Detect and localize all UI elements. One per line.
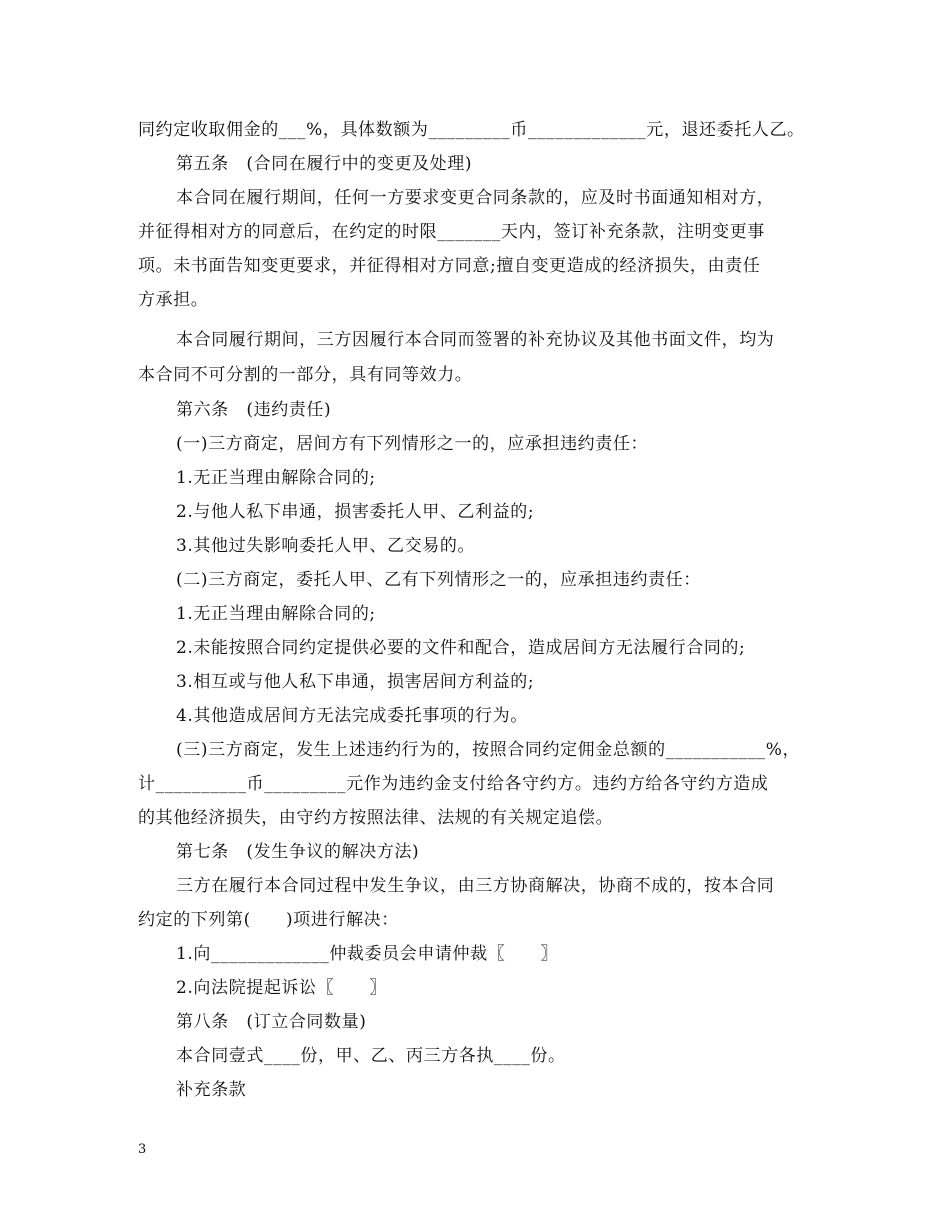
text-line-1: 同约定收取佣金的___%，具体数额为_________币_____________元，退还委托人乙。 (138, 120, 805, 140)
text-line-28: 本合同壹式____份，甲、乙、丙三方各执____份。 (176, 1046, 566, 1066)
article-7-heading: 第七条 (发生争议的解决方法) (176, 842, 420, 862)
text-line-16: 2.未能按照合同约定提供必要的文件和配合，造成居间方无法履行合同的; (176, 638, 746, 658)
text-line-3: 本合同在履行期间，任何一方要求变更合同条款的，应及时书面通知相对方， (176, 188, 775, 208)
text-line-19: (三)三方商定，发生上述违约行为的，按照合同约定佣金总额的___________%， (176, 740, 801, 760)
text-line-6: 方承担。 (138, 290, 209, 310)
text-line-10: (一)三方商定，居间方有下列情形之一的，应承担违约责任： (176, 434, 649, 454)
text-line-11: 1.无正当理由解除合同的; (176, 468, 376, 488)
text-line-8: 本合同不可分割的一部分，具有同等效力。 (138, 365, 473, 385)
text-line-13: 3.其他过失影响委托人甲、乙交易的。 (176, 536, 476, 556)
text-line-25: 1.向_____________仲裁委员会申请仲裁〖 〗 (176, 944, 559, 964)
text-line-24: 约定的下列第( )项进行解决： (138, 910, 399, 930)
text-line-5: 项。未书面告知变更要求，并征得相对方同意;擅自变更造成的经济损失，由责任 (138, 256, 761, 276)
text-line-7: 本合同履行期间，三方因履行本合同而签署的补充协议及其他书面文件，均为 (176, 330, 775, 350)
text-line-20: 计__________币_________元作为违约金支付给各守约方。违约方给各守约方造成 (138, 774, 769, 794)
article-8-heading: 第八条 (订立合同数量) (176, 1012, 367, 1032)
text-line-21: 的其他经济损失，由守约方按照法律、法规的有关规定追偿。 (138, 808, 614, 828)
text-line-14: (二)三方商定，委托人甲、乙有下列情形之一的，应承担违约责任： (176, 570, 701, 590)
page-number: 3 (138, 1142, 147, 1157)
article-6-heading: 第六条 (违约责任) (176, 400, 332, 420)
article-5-heading: 第五条 (合同在履行中的变更及处理) (176, 154, 473, 174)
text-line-23: 三方在履行本合同过程中发生争议，由三方协商解决，协商不成的，按本合同 (176, 876, 775, 896)
text-line-18: 4.其他造成居间方无法完成委托事项的行为。 (176, 706, 528, 726)
text-line-26: 2.向法院提起诉讼〖 〗 (176, 978, 388, 998)
text-line-4: 并征得相对方的同意后，在约定的时限_______天内，签订补充条款，注明变更事 (138, 222, 765, 242)
text-line-17: 3.相互或与他人私下串通，损害居间方利益的; (176, 672, 535, 692)
text-line-12: 2.与他人私下串通，损害委托人甲、乙利益的; (176, 502, 535, 522)
supplementary-clause-heading: 补充条款 (176, 1080, 247, 1100)
text-line-15: 1.无正当理由解除合同的; (176, 604, 376, 624)
